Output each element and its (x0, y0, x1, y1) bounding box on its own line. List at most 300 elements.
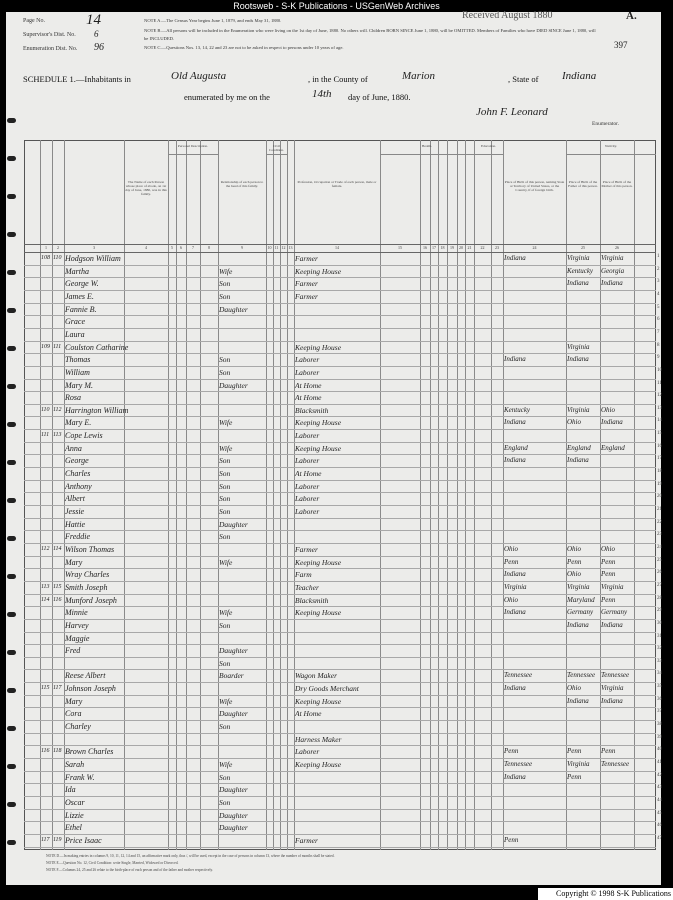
line-number: 32 (657, 646, 662, 652)
father-birthplace: Penn (567, 772, 582, 781)
line-number: 36 (657, 696, 662, 702)
relationship: Daughter (219, 646, 248, 656)
line-number: 34 (657, 671, 662, 677)
row-rule (24, 467, 656, 468)
note-a: NOTE A.—The Census Year begins June 1, 1879, and ends May 31, 1880. (144, 18, 282, 23)
line-number: 45 (657, 810, 662, 816)
relationship: Son (219, 469, 231, 479)
relationship: Son (219, 772, 231, 782)
supervisor-label: Supervisor's Dist. No. (23, 32, 76, 38)
enumeration-day-suffix: day of June, 1880. (348, 92, 411, 102)
person-name: James E. (65, 291, 94, 301)
line-number: 6 (657, 317, 660, 323)
line-number: 39 (657, 734, 662, 740)
line-number: 40 (657, 747, 662, 753)
relationship: Son (219, 367, 231, 377)
occupation: Keeping House (295, 760, 342, 769)
row-rule (24, 429, 656, 430)
father-birthplace: Tennessee (567, 671, 596, 680)
father-birthplace: Virginia (567, 760, 590, 768)
line-number: 29 (657, 608, 662, 614)
state-label: , State of (508, 74, 539, 84)
mother-birthplace: Indiana (601, 279, 623, 288)
line-number: 47 (657, 835, 662, 841)
relationship: Son (219, 279, 231, 289)
person-name: Lizzie (65, 810, 84, 820)
person-name: Harrington William (65, 405, 129, 415)
mother-birthplace: Ohio (601, 405, 615, 414)
line-number: 25 (657, 557, 662, 563)
column-number: 11 (274, 245, 279, 250)
person-name: Wilson Thomas (65, 544, 115, 554)
row-rule (24, 657, 656, 658)
row-rule (24, 821, 656, 822)
mother-birthplace: Penn (601, 595, 616, 604)
row-rule (24, 480, 656, 481)
dwelling-number: 113 (41, 583, 50, 590)
birthplace: Ohio (504, 544, 518, 553)
birthplace: Tennessee (504, 671, 533, 680)
father-birthplace: Ohio (567, 418, 581, 427)
person-name: Mary (65, 696, 83, 706)
row-rule (24, 707, 656, 708)
county-label: , in the County of (308, 74, 368, 84)
birthplace: Indiana (504, 772, 526, 781)
enumeration-label: Enumeration Dist. No. (23, 46, 78, 52)
line-number: 20 (657, 494, 662, 500)
father-birthplace: Virginia (567, 582, 590, 591)
dwelling-number: 109 (41, 343, 50, 350)
received-stamp: Received August 1880 (462, 10, 553, 21)
occupation: Laborer (295, 494, 320, 504)
column-number: 26 (615, 245, 619, 250)
line-number: 22 (657, 519, 662, 525)
dwelling-number: 115 (41, 685, 50, 692)
row-rule (24, 771, 656, 772)
family-number: 116 (53, 596, 62, 603)
person-name: Maggie (65, 633, 90, 643)
mother-birthplace: Georgia (601, 266, 625, 275)
person-name: Smith Joseph (65, 582, 108, 592)
person-name: Frank W. (65, 772, 95, 782)
birthplace: Tennessee (504, 760, 533, 768)
birthplace: Indiana (504, 254, 526, 262)
relationship: Daughter (219, 810, 248, 820)
mother-birthplace: Penn (601, 557, 616, 566)
occupation: Blacksmith (295, 405, 329, 415)
mother-birthplace: Indiana (601, 418, 623, 427)
person-name: Wray Charles (65, 570, 110, 580)
page-no-label: Page No. (23, 18, 45, 24)
birthplace: Virginia (504, 582, 527, 591)
father-birthplace: Indiana (567, 355, 589, 364)
mother-birthplace: Virginia (601, 254, 624, 262)
line-number: 5 (657, 304, 660, 310)
family-number: 118 (53, 748, 62, 755)
column-number: 16 (423, 245, 427, 250)
header-education: Education. (480, 144, 497, 148)
column-number: 20 (459, 245, 463, 250)
relationship: Son (219, 620, 231, 630)
row-rule (24, 492, 656, 493)
occupation: Keeping House (295, 608, 342, 618)
column-number: 24 (532, 245, 537, 250)
line-number: 10 (657, 367, 662, 373)
father-birthplace: Ohio (567, 684, 581, 693)
relationship: Wife (219, 266, 233, 276)
person-name: Ida (65, 785, 76, 795)
column-number: 22 (480, 245, 485, 250)
person-name: Sarah (65, 760, 85, 769)
row-rule (24, 632, 656, 633)
footnote: NOTE D.—In making entries in columns 9, 10, 11, 12, 14 and 15, an affirmative mark only, thus /, will be used, except in the case of persons in column 13, where the number of months shall be stated. (46, 854, 335, 858)
dwelling-number: 116 (41, 748, 50, 755)
occupation: Teacher (295, 582, 319, 592)
line-number: 16 (657, 443, 662, 449)
occupation: Laborer (295, 367, 320, 377)
county: Marion (402, 70, 435, 82)
father-birthplace: Indiana (567, 620, 589, 629)
person-name: Mary (65, 557, 83, 567)
line-number: 26 (657, 570, 662, 576)
row-rule (24, 783, 656, 784)
mother-birthplace: Virginia (601, 684, 624, 693)
relationship: Son (219, 494, 231, 504)
mother-birthplace: Germany (601, 608, 628, 617)
person-name: Martha (65, 266, 89, 276)
civil-group-rule (266, 154, 287, 155)
family-number: 113 (53, 432, 62, 439)
person-name: Laura (65, 329, 85, 339)
header-name: The Name of each Person whose place of abode, on 1st day of June, 1880, was in this family. (125, 180, 167, 196)
line-number: 7 (657, 329, 660, 335)
row-rule (24, 303, 656, 304)
column-number: 12 (281, 245, 286, 250)
header-personal: Personal Description. (177, 144, 209, 148)
father-birthplace: Virginia (567, 405, 590, 414)
relationship: Wife (219, 418, 233, 428)
occupation: At Home (295, 709, 322, 719)
family-number: 112 (53, 406, 62, 413)
health-group-rule (380, 154, 474, 155)
column-number: 14 (335, 245, 339, 250)
line-number: 33 (657, 658, 662, 664)
relationship: Wife (219, 760, 233, 769)
father-birthplace: Indiana (567, 456, 589, 465)
mother-birthplace: Indiana (601, 696, 623, 705)
enumeration-no: 96 (94, 42, 104, 53)
column-rule (503, 140, 504, 850)
line-number: 13 (657, 405, 662, 411)
person-name: Jessie (65, 507, 85, 516)
footnotes (46, 853, 646, 874)
line-number: 19 (657, 481, 662, 487)
occupation: Blacksmith (295, 595, 329, 605)
sheet-letter: A. (626, 10, 637, 22)
person-name: Hodgson William (65, 254, 121, 263)
row-rule (24, 277, 656, 278)
line-number: 1 (657, 254, 660, 259)
father-birthplace: Ohio (567, 544, 581, 553)
header-occupation: Profession, Occupation or Trade of each person, male or female. (297, 180, 377, 188)
census-table (6, 12, 661, 885)
line-number: 11 (657, 380, 662, 386)
row-rule (24, 505, 656, 506)
occupation: Keeping House (295, 696, 342, 706)
father-birthplace: Maryland (567, 595, 595, 604)
person-name: Rosa (65, 393, 81, 403)
header-civil: Civil Condition. (269, 144, 284, 152)
row-rule (24, 809, 656, 810)
birthplace: Indiana (504, 418, 526, 427)
enumerator-signature: John F. Leonard (476, 106, 548, 118)
family-number: 111 (53, 343, 62, 350)
occupation: Keeping House (295, 418, 342, 428)
person-name: George W. (65, 279, 99, 289)
occupation: Farmer (295, 835, 318, 845)
row-rule (24, 454, 656, 455)
header-birthplace: Place of Birth of this person, naming State or Territory of United States, or the Country, if of foreign birth. (504, 180, 565, 192)
enumerator-label: Enumerator. (592, 121, 620, 127)
occupation: Laborer (295, 747, 320, 757)
person-name: Hattie (65, 519, 85, 529)
birthplace: Indiana (504, 355, 526, 364)
occupation: Wagon Maker (295, 671, 338, 681)
person-name: Coulston Catharine (65, 342, 129, 352)
person-name: Mary E. (65, 418, 92, 428)
occupation: Dry Goods Merchant (295, 684, 359, 694)
column-number: 19 (450, 245, 454, 250)
line-number: 41 (657, 760, 662, 765)
line-number: 17 (657, 456, 662, 462)
row-rule (24, 834, 656, 835)
family-number: 110 (53, 255, 62, 261)
row-rule (24, 796, 656, 797)
person-name: Fred (65, 646, 81, 656)
header-mother: Place of Birth of the Mother of this person. (601, 180, 633, 188)
line-number: 9 (657, 355, 660, 361)
occupation: Farmer (295, 279, 318, 289)
header-relationship: Relationship of each person to the head of this family. (220, 180, 264, 188)
person-name: Mary M. (65, 380, 93, 390)
column-number: 15 (398, 245, 402, 250)
column-rule (634, 140, 635, 850)
personal-group-rule (168, 154, 218, 155)
column-number: 1 (45, 245, 47, 250)
relationship: Son (219, 481, 231, 491)
row-rule (24, 543, 656, 544)
occupation: Laborer (295, 456, 320, 466)
line-number: 46 (657, 823, 662, 829)
occupation: Farm (295, 570, 312, 580)
occupation: Keeping House (295, 266, 342, 276)
relationship: Son (219, 532, 231, 542)
relationship: Son (219, 507, 231, 516)
mother-birthplace: Indiana (601, 620, 623, 629)
row-rule (24, 518, 656, 519)
line-number: 27 (657, 582, 662, 588)
relationship: Daughter (219, 380, 248, 390)
row-rule (24, 315, 656, 316)
line-number: 30 (657, 620, 662, 626)
column-number: 6 (180, 245, 182, 250)
father-birthplace: Ohio (567, 570, 581, 579)
column-number: 2 (57, 245, 59, 250)
row-rule (24, 366, 656, 367)
person-name: Oscar (65, 797, 85, 807)
schedule-label: SCHEDULE 1.—Inhabitants in (23, 74, 131, 84)
family-number: 114 (53, 545, 62, 552)
father-birthplace: Penn (567, 747, 582, 756)
relationship: Son (219, 456, 231, 466)
mother-birthplace: Penn (601, 570, 616, 579)
dwelling-number: 108 (41, 255, 50, 261)
site-banner: Rootsweb - S-K Publications - USGenWeb Archives (0, 0, 673, 12)
column-number: 23 (495, 245, 499, 250)
person-name: Charles (65, 469, 91, 479)
enumerated-label: enumerated by me on the (184, 92, 270, 102)
column-number: 13 (288, 245, 293, 250)
occupation: Laborer (295, 355, 320, 365)
father-birthplace: Penn (567, 557, 582, 566)
relationship: Son (219, 355, 231, 365)
birthplace: Penn (504, 747, 519, 756)
header-health: Health. (421, 144, 433, 148)
footnote: NOTE F.—Columns 24, 25 and 26 relate to the birth-place of each person and of the father and mother respectively. (46, 868, 213, 872)
column-number: 7 (192, 245, 194, 250)
occupation: Farmer (295, 254, 318, 263)
page-no: 14 (86, 12, 101, 28)
column-number: 10 (267, 245, 272, 250)
family-number: 115 (53, 583, 62, 590)
row-rule (24, 594, 656, 595)
row-rule (24, 391, 656, 392)
mother-birthplace: Virginia (601, 582, 624, 591)
line-number: 12 (657, 393, 662, 399)
relationship: Son (219, 722, 231, 732)
line-number: 15 (657, 431, 662, 437)
relationship: Wife (219, 443, 233, 453)
relationship: Wife (219, 696, 233, 706)
occupation: Keeping House (295, 557, 342, 567)
line-number: 44 (657, 797, 662, 803)
person-name: Minnie (65, 608, 88, 618)
person-name: Cope Lewis (65, 431, 103, 441)
birthplace: Indiana (504, 456, 526, 465)
line-number: 8 (657, 342, 660, 348)
person-name: Albert (65, 494, 85, 504)
note-b: NOTE B.—All persons will be included in the Enumeration who were living on the 1st day of June, 1880. No others will. Children BORN SINCE June 1, 1880, will be OMITTED. Members of Families who have DIED SINCE June 1, 1880, will be INCLUDED. (144, 28, 596, 41)
person-name: Charley (65, 722, 91, 732)
dwelling-number: 117 (41, 836, 50, 843)
copyright: Copyright © 1998 S-K Publications (538, 888, 673, 900)
person-name: Johnson Joseph (65, 684, 116, 694)
state: Indiana (562, 70, 597, 82)
father-birthplace: England (567, 443, 591, 452)
person-name: William (65, 367, 90, 377)
line-number: 23 (657, 532, 662, 538)
birthplace: Penn (504, 835, 519, 844)
father-birthplace: Kentucky (567, 266, 594, 275)
supervisor-no: 6 (94, 29, 99, 39)
row-rule (24, 290, 656, 291)
row-rule (24, 619, 656, 620)
row-rule (24, 720, 656, 721)
line-number: 4 (657, 291, 660, 297)
person-name: Brown Charles (65, 747, 114, 757)
column-rule (566, 140, 567, 850)
occupation: Keeping House (295, 342, 342, 352)
footnote: NOTE E.—Question No. 12, Civil Condition: write Single, Married, Widowed or Divorced. (46, 861, 179, 865)
occupation: Laborer (295, 481, 320, 491)
row-rule (24, 353, 656, 354)
relationship: Daughter (219, 709, 248, 719)
stamp-number: 397 (614, 40, 628, 50)
line-number: 38 (657, 722, 662, 728)
line-number: 31 (657, 633, 662, 639)
relationship: Boarder (219, 671, 244, 681)
relationship: Daughter (219, 823, 248, 833)
father-birthplace: Indiana (567, 696, 589, 705)
person-name: Fannie B. (65, 304, 97, 314)
occupation: Harness Maker (295, 734, 342, 744)
relationship: Daughter (219, 785, 248, 795)
person-name: Freddie (65, 532, 91, 542)
line-number: 2 (657, 266, 660, 272)
occupation: At Home (295, 393, 322, 403)
census-page (6, 12, 661, 885)
birthplace: Kentucky (504, 405, 531, 414)
family-number: 117 (53, 685, 62, 692)
person-name: Reese Albert (65, 671, 106, 681)
occupation: Laborer (295, 431, 320, 441)
row-rule (24, 568, 656, 569)
row-rule (24, 847, 656, 848)
line-number: 37 (657, 709, 662, 715)
birthplace: Penn (504, 557, 519, 566)
birthplace: England (504, 443, 528, 452)
line-number: 21 (657, 507, 662, 512)
birthplace: Indiana (504, 608, 526, 617)
mother-birthplace: England (601, 443, 625, 452)
column-number: 17 (432, 245, 436, 250)
person-name: Anna (65, 443, 82, 453)
column-number: 4 (145, 245, 147, 250)
header-nativity: Nativity. (604, 144, 618, 148)
row-rule (24, 379, 656, 380)
relationship: Son (219, 291, 231, 301)
dwelling-number: 111 (41, 432, 50, 439)
line-number: 3 (657, 279, 660, 285)
mother-birthplace: Tennessee (601, 760, 630, 768)
column-rule (124, 140, 125, 850)
column-rule (200, 140, 201, 850)
occupation: Keeping House (295, 443, 342, 453)
father-birthplace: Virginia (567, 254, 590, 262)
row-rule (24, 669, 656, 670)
dwelling-number: 110 (41, 406, 50, 413)
relationship: Daughter (219, 304, 248, 314)
enumeration-day: 14th (312, 88, 332, 100)
row-rule (24, 581, 656, 582)
line-number: 24 (657, 544, 662, 550)
relationship: Wife (219, 608, 233, 618)
column-number: 3 (93, 245, 95, 250)
column-rule (380, 140, 381, 850)
person-name: Anthony (65, 481, 92, 491)
line-number: 35 (657, 684, 662, 690)
person-name: Price Isaac (65, 835, 102, 845)
